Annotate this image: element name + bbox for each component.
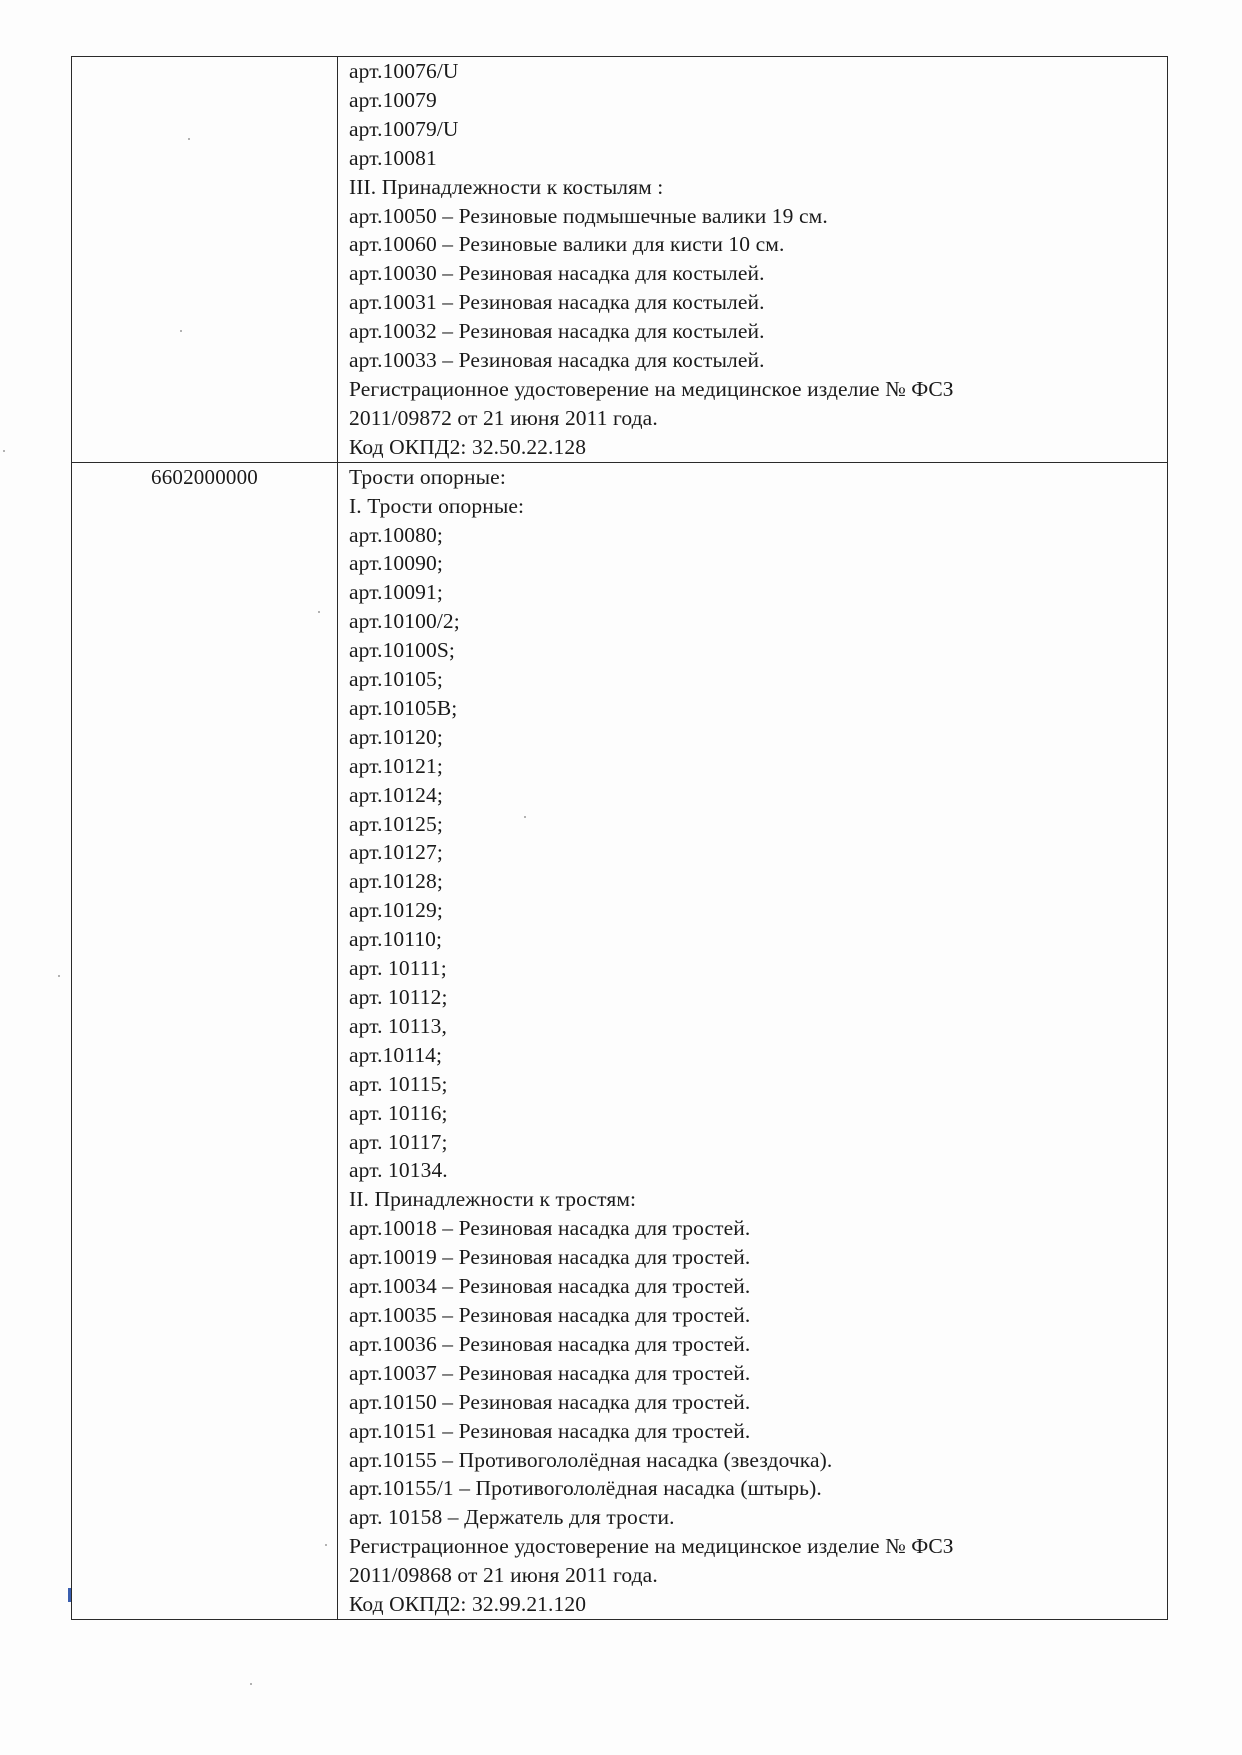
description-line: арт.10060 – Резиновые валики для кисти 10 см. xyxy=(349,232,785,257)
description-line: арт. 10158 – Держатель для трости. xyxy=(349,1505,675,1530)
description-line: Код ОКПД2: 32.50.22.128 xyxy=(349,434,587,459)
description-line: арт.10128; xyxy=(349,869,443,894)
description-line: II. Принадлежности к тростям: xyxy=(349,1187,637,1212)
description-line: арт.10030 – Резиновая насадка для костылей. xyxy=(349,261,765,286)
description-line: арт.10080; xyxy=(349,522,443,547)
description-line: арт.10114; xyxy=(349,1042,443,1067)
description-line: III. Принадлежности к костылям : xyxy=(349,174,664,199)
description-line: арт.10091; xyxy=(349,580,443,605)
description-line: арт.10037 – Резиновая насадка для тростей. xyxy=(349,1360,751,1385)
description-line: Регистрационное удостоверение на медицинское изделие № ФСЗ xyxy=(349,376,954,401)
description-line: арт.10031 – Резиновая насадка для костылей. xyxy=(349,290,765,315)
description-line: Код ОКПД2: 32.99.21.120 xyxy=(349,1592,587,1617)
description-line: арт.10155/1 – Противогололёдная насадка (штырь). xyxy=(349,1476,822,1501)
description-line: арт. 10113, xyxy=(349,1013,447,1038)
code-cell xyxy=(72,462,338,1619)
description-line: арт.10105; xyxy=(349,667,443,692)
description-line: арт. 10115; xyxy=(349,1071,448,1096)
description-line: арт.10105B; xyxy=(349,695,458,720)
description-line: арт.10100/2; xyxy=(349,609,460,634)
description-line: арт.10032 – Резиновая насадка для костылей. xyxy=(349,319,765,344)
description-line: арт.10033 – Резиновая насадка для костылей. xyxy=(349,348,765,373)
scan-speck xyxy=(3,450,5,452)
description-line: арт.10036 – Резиновая насадка для тростей. xyxy=(349,1331,751,1356)
description-line: арт.10019 – Резиновая насадка для тростей. xyxy=(349,1245,751,1270)
description-line: арт. 10111; xyxy=(349,956,447,981)
description-line: арт.10129; xyxy=(349,898,443,923)
product-table xyxy=(71,56,1168,1620)
description-line: арт.10081 xyxy=(349,145,437,170)
description-line: I. Трости опорные: xyxy=(349,493,525,518)
description-line: арт. 10134. xyxy=(349,1158,448,1183)
description-line: арт.10100S; xyxy=(349,638,455,663)
description-line: арт.10079/U xyxy=(349,116,459,141)
description-line: арт.10076/U xyxy=(349,59,459,83)
description-line: арт.10090; xyxy=(349,551,443,576)
description-line: арт.10079 xyxy=(349,87,437,112)
description-line: арт.10110; xyxy=(349,927,443,952)
description-line: арт.10155 – Противогололёдная насадка (звездочка). xyxy=(349,1447,833,1472)
scan-speck xyxy=(58,975,60,977)
description-line: арт.10121; xyxy=(349,753,443,778)
description-line: арт.10151 – Резиновая насадка для тростей. xyxy=(349,1418,751,1443)
description-line: арт.10150 – Резиновая насадка для тростей. xyxy=(349,1389,751,1414)
description-line: 2011/09872 от 21 июня 2011 года. xyxy=(349,405,658,430)
table-row xyxy=(72,57,1168,463)
description-line: арт.10120; xyxy=(349,724,443,749)
scan-speck xyxy=(250,1683,252,1685)
description-line: арт.10124; xyxy=(349,782,443,807)
description-cell xyxy=(338,57,1168,463)
code-value: 6602000000 xyxy=(151,464,258,489)
description-line: арт. 10117; xyxy=(349,1129,448,1154)
description-line: арт.10125; xyxy=(349,811,443,836)
description-line: Трости опорные: xyxy=(349,464,506,489)
description-line: арт.10035 – Резиновая насадка для тростей. xyxy=(349,1302,751,1327)
description-line: арт. 10116; xyxy=(349,1100,448,1125)
table-row xyxy=(72,462,1168,1619)
description-line: 2011/09868 от 21 июня 2011 года. xyxy=(349,1563,658,1588)
description-cell xyxy=(338,462,1168,1619)
description-line: арт.10050 – Резиновые подмышечные валики 19 см. xyxy=(349,203,828,228)
description-line: арт.10018 – Резиновая насадка для тростей. xyxy=(349,1216,751,1241)
description-line: арт.10034 – Резиновая насадка для тростей. xyxy=(349,1274,751,1299)
description-line: арт.10127; xyxy=(349,840,443,865)
code-cell xyxy=(72,57,338,463)
description-line: Регистрационное удостоверение на медицинское изделие № ФСЗ xyxy=(349,1534,954,1559)
description-line: арт. 10112; xyxy=(349,985,448,1009)
